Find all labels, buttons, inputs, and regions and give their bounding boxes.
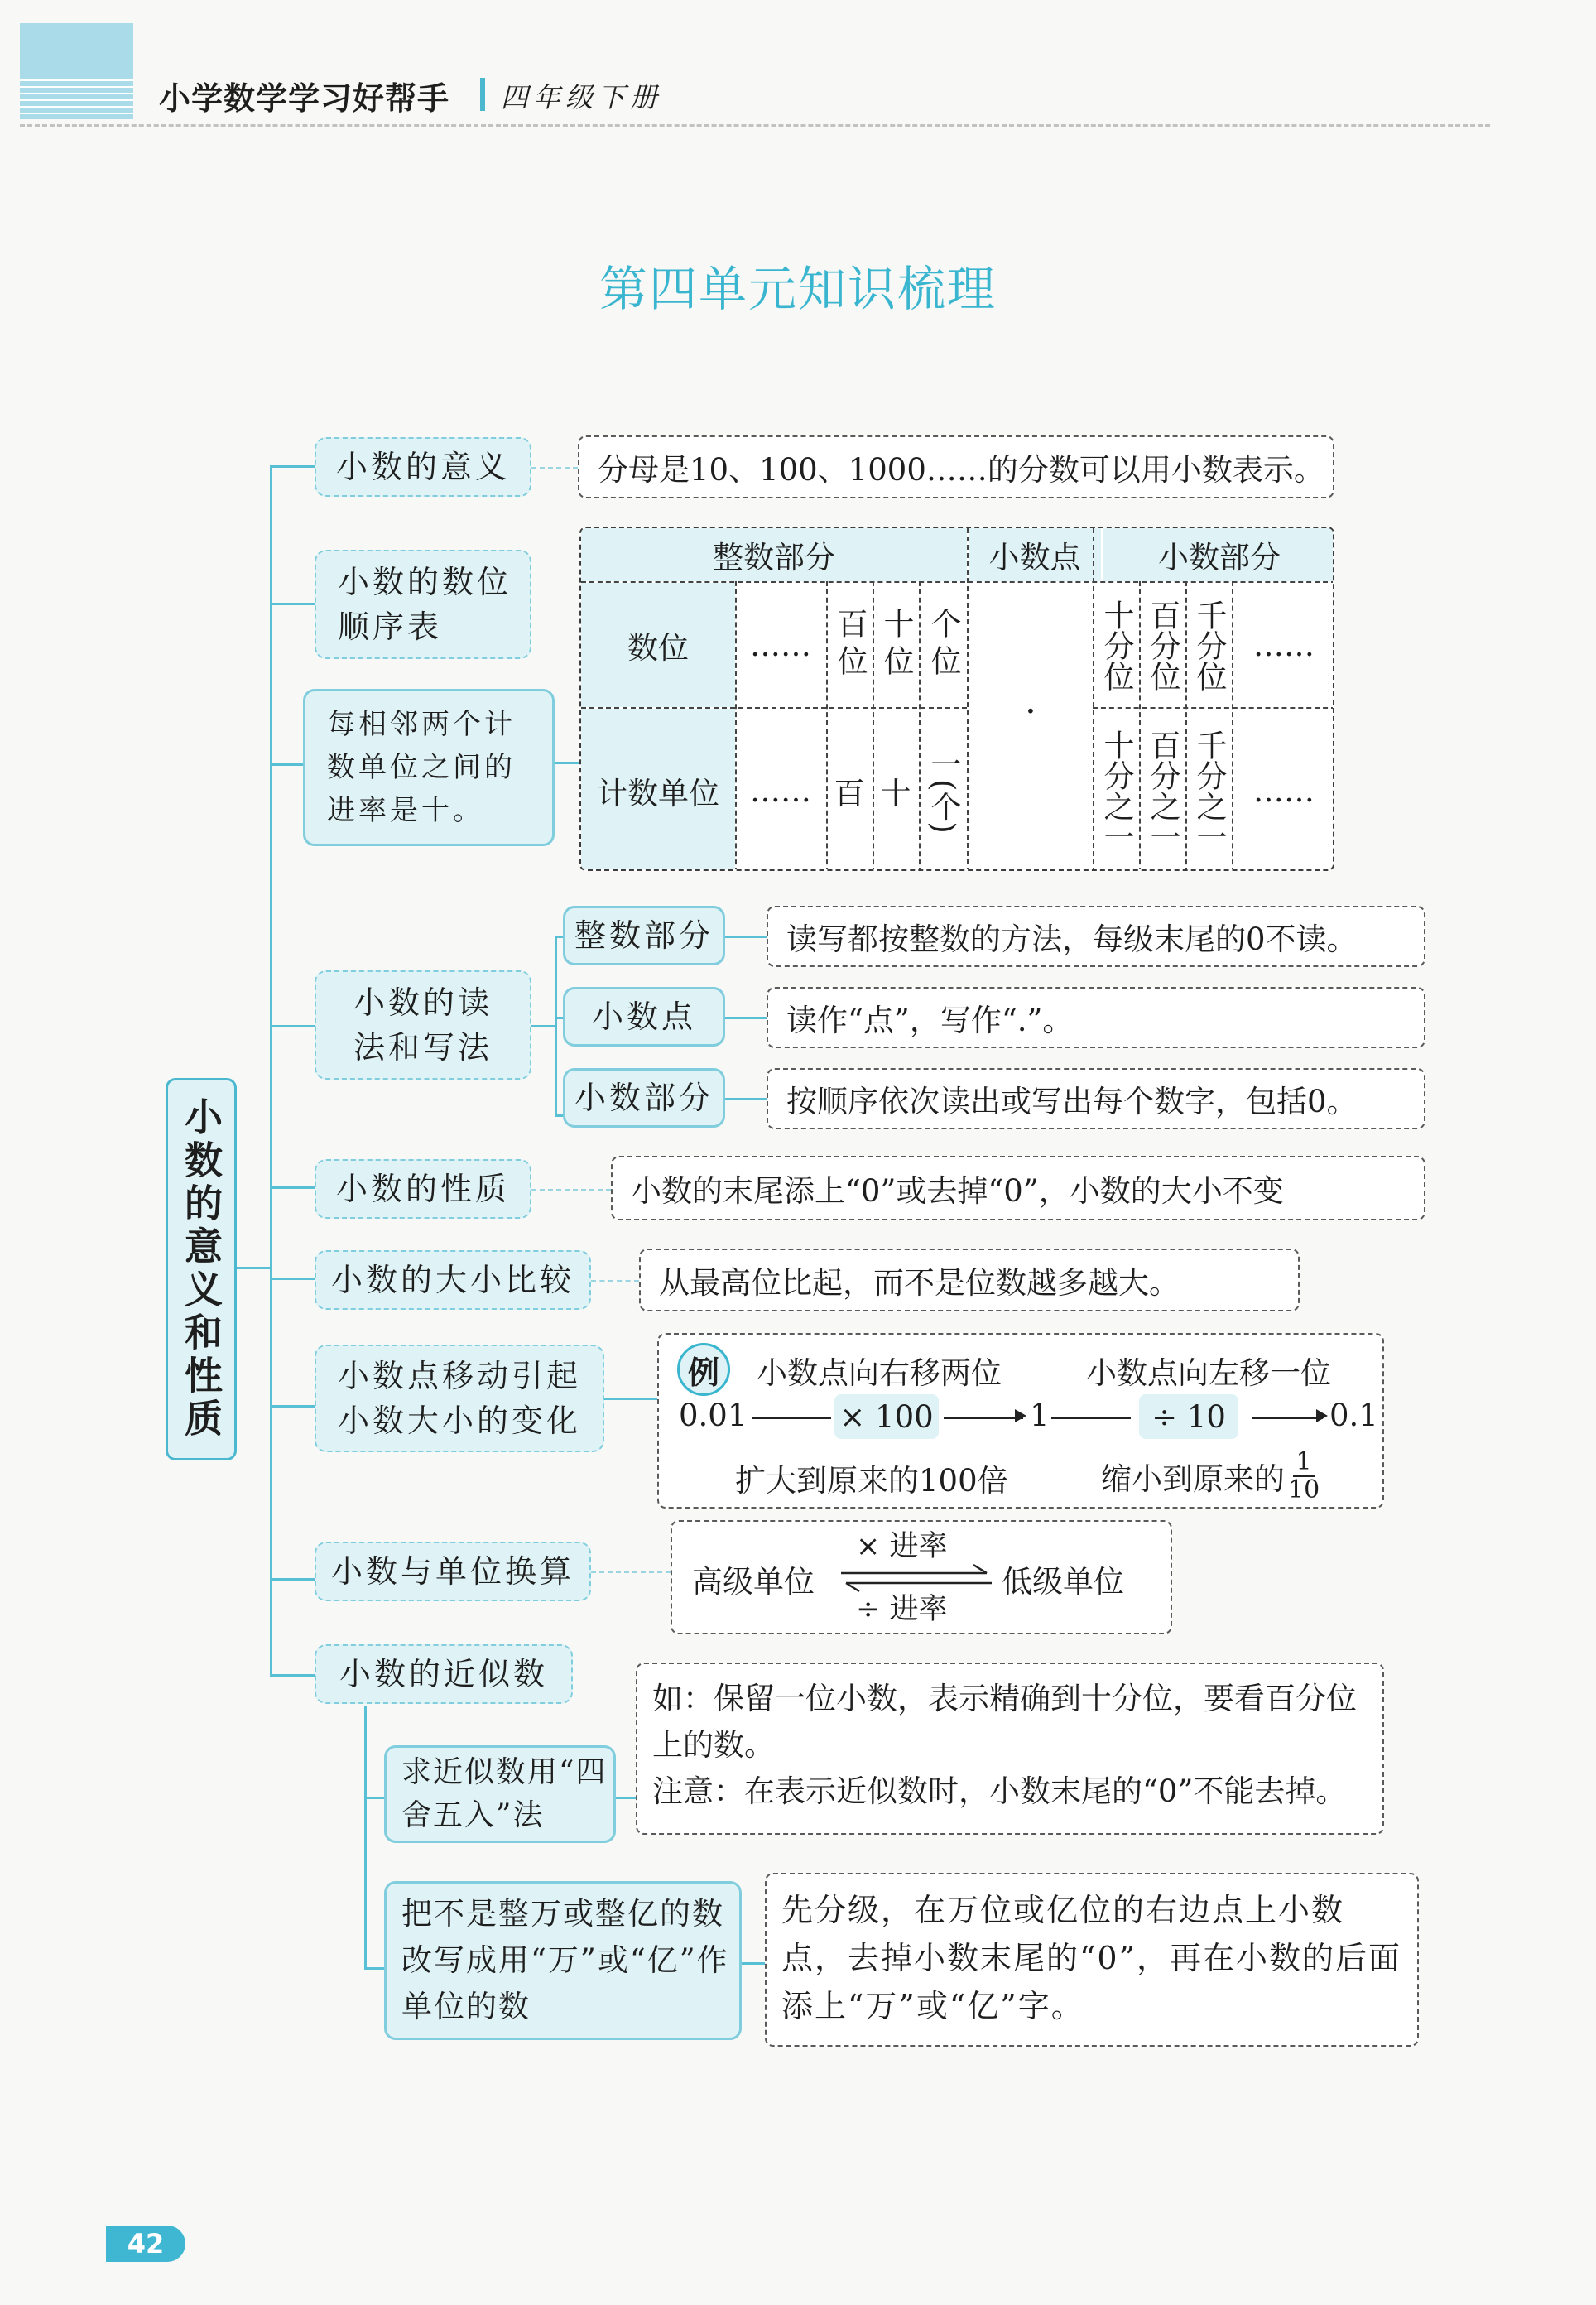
unit-one: 一(个) — [925, 748, 961, 834]
example-badge: 例 — [677, 1343, 730, 1396]
position-hundreds: 百位 — [832, 608, 868, 682]
expand-text: 扩大到原来的100倍 — [735, 1463, 1008, 1499]
page-number: 42 — [106, 2226, 185, 2262]
tree-trunk — [270, 465, 272, 1674]
grid-line — [735, 581, 737, 871]
grade-label: 四年级下册 — [501, 81, 662, 113]
left-caption: 小数点向左移一位 — [1086, 1355, 1331, 1391]
right-caption: 小数点向右移两位 — [757, 1355, 1002, 1391]
branch-line — [270, 603, 315, 605]
unit-conv-content — [671, 1520, 1172, 1634]
grid-line — [1185, 581, 1187, 871]
row-label-position: 数位 — [581, 583, 735, 707]
header-divider — [480, 78, 485, 111]
arrow-line — [944, 1417, 1023, 1419]
read-write-label: 小数的读法和写法 — [353, 984, 493, 1066]
unit-thousandth: 千分之一 — [1191, 729, 1227, 852]
unit-hundred: 百 — [834, 776, 865, 811]
branch-line — [555, 1017, 563, 1019]
read-write-node — [315, 970, 531, 1080]
header-rule — [20, 124, 1490, 127]
rw-decimal-node: 小数部分 — [563, 1068, 725, 1128]
property-content: 小数的末尾添上“0”或去掉“0”，小数的大小不变 — [611, 1156, 1425, 1220]
link-line — [531, 467, 578, 469]
round-example: 如：保留一位小数，表示精确到十分位，要看百分位上的数。 — [652, 1681, 1357, 1763]
meaning-content — [578, 435, 1334, 498]
branch-line — [270, 1578, 315, 1581]
multiply-rate: × 进率 — [856, 1530, 948, 1563]
property-node: 小数的性质 — [315, 1159, 531, 1219]
branch-line — [270, 1186, 315, 1189]
ellipsis: …… — [750, 627, 811, 663]
arrow-line — [752, 1417, 831, 1419]
position-tens: 十位 — [878, 608, 914, 682]
unit-conv-node: 小数与单位换算 — [315, 1542, 591, 1601]
header-decimal-point: 小数点 — [969, 528, 1101, 581]
arrow-head-icon — [1316, 1409, 1328, 1422]
unit-tenth: 十分之一 — [1098, 729, 1134, 852]
ellipsis: …… — [1253, 627, 1315, 663]
branch-line — [555, 1114, 563, 1117]
place-value-note-text: 每相邻两个计数单位之间的进率是十。 — [327, 708, 516, 827]
link-line — [531, 1189, 611, 1191]
start-value: 0.01 — [679, 1398, 748, 1433]
row-label-unit: 计数单位 — [581, 709, 735, 871]
approx-node: 小数的近似数 — [315, 1644, 573, 1704]
link-line — [616, 1797, 636, 1799]
arrow-head-icon — [1015, 1409, 1026, 1422]
header-decimal-part: 小数部分 — [1103, 528, 1334, 581]
root-connector — [237, 1267, 272, 1269]
book-title: 小学数学学习好帮手 — [159, 80, 450, 117]
branch-line — [270, 1025, 315, 1027]
branch-line — [270, 763, 303, 766]
place-value-note — [303, 689, 555, 846]
fraction: $\frac{1}{10}$ — [1288, 1447, 1320, 1504]
ellipsis: …… — [750, 772, 811, 809]
header-integer-part: 整数部分 — [581, 528, 967, 581]
meaning-node — [315, 437, 531, 497]
unit-ten: 十 — [880, 776, 911, 811]
rw-integer-text: 读写都按整数的方法，每级末尾的0不读。 — [767, 906, 1425, 967]
ellipsis: …… — [1253, 772, 1315, 809]
grid-line — [1139, 581, 1141, 871]
round-note: 注意：在表示近似数时，小数末尾的“0”不能去掉。 — [652, 1773, 1347, 1809]
shrink-text: 缩小到原来的 $\frac{1}{10}$ — [1101, 1447, 1320, 1504]
branch-line — [364, 1797, 384, 1799]
grid-line — [1093, 528, 1094, 871]
divide-rate: ÷ 进率 — [856, 1593, 948, 1626]
unit-hundredth: 百分之一 — [1145, 729, 1180, 852]
compare-content: 从最高位比起，而不是位数越多越大。 — [639, 1249, 1300, 1311]
link-line — [742, 1962, 765, 1965]
link-line — [604, 1398, 657, 1400]
link-line — [725, 936, 767, 938]
grid-line — [1232, 581, 1233, 871]
branch-line — [555, 936, 557, 1114]
link-line — [725, 1098, 767, 1100]
place-value-table — [579, 527, 1334, 871]
round-content — [636, 1663, 1384, 1835]
grid-line — [967, 528, 969, 871]
position-tenths: 十分位 — [1098, 599, 1134, 691]
branch-line — [270, 1278, 315, 1280]
branch-line — [270, 1674, 315, 1677]
round-node: 求近似数用“四舍五入”法 — [384, 1745, 616, 1843]
branch-line — [270, 465, 315, 468]
root-label: 小数的意义和性质 — [179, 1097, 224, 1441]
rewrite-node: 把不是整万或整亿的数改写成用“万”或“亿”作单位的数 — [384, 1881, 742, 2040]
link-line — [591, 1280, 639, 1282]
branch-line — [270, 1405, 315, 1408]
decimal-point-mark: · — [1025, 690, 1036, 733]
position-hundredths: 百分位 — [1145, 599, 1180, 691]
end-value: 0.1 — [1329, 1398, 1378, 1433]
rw-integer-node: 整数部分 — [563, 906, 725, 965]
branch-line — [531, 1025, 556, 1027]
link-line — [725, 1017, 767, 1019]
place-value-label: 小数的数位顺序表 — [338, 564, 512, 645]
move-point-node: 小数点移动引起小数大小的变化 — [315, 1345, 604, 1452]
branch-line — [364, 1706, 367, 1967]
meaning-text: 分母是10、100、1000……的分数可以用小数表示。 — [598, 452, 1324, 488]
rewrite-content: 先分级，在万位或亿位的右边点上小数点，去掉小数末尾的“0”，再在小数的后面添上“万”或“亿”字。 — [765, 1873, 1419, 2047]
high-unit: 高级单位 — [692, 1564, 815, 1600]
move-point-example — [657, 1333, 1384, 1509]
branch-line — [555, 936, 563, 938]
rw-point-node: 小数点 — [563, 987, 725, 1047]
grid-line — [581, 581, 1334, 583]
grid-line — [873, 581, 874, 871]
rw-point-text: 读作“点”，写作“.”。 — [767, 987, 1425, 1048]
grid-line — [826, 581, 828, 871]
rw-decimal-text: 按顺序依次读出或写出每个数字，包括0。 — [767, 1068, 1425, 1129]
grid-line — [1093, 707, 1334, 709]
root-topic — [166, 1078, 237, 1460]
position-ones: 个位 — [925, 608, 961, 682]
compare-node: 小数的大小比较 — [315, 1250, 591, 1310]
grid-line — [919, 581, 921, 871]
low-unit: 低级单位 — [1002, 1564, 1124, 1600]
grid-line — [581, 707, 967, 709]
divide-op: ÷ 10 — [1139, 1394, 1238, 1439]
link-line — [591, 1571, 671, 1573]
place-value-node — [315, 550, 531, 659]
header-stripes — [20, 79, 133, 116]
mid-value: 1 — [1030, 1398, 1050, 1433]
multiply-op: × 100 — [834, 1394, 939, 1439]
page-title: 第四单元知识梳理 — [598, 261, 997, 317]
branch-line — [364, 1967, 384, 1970]
meaning-label: 小数的意义 — [335, 449, 510, 485]
note-connector — [555, 762, 581, 764]
position-thousandths: 千分位 — [1191, 599, 1227, 691]
arrow-line — [1051, 1417, 1131, 1419]
arrow-line — [1252, 1417, 1323, 1419]
